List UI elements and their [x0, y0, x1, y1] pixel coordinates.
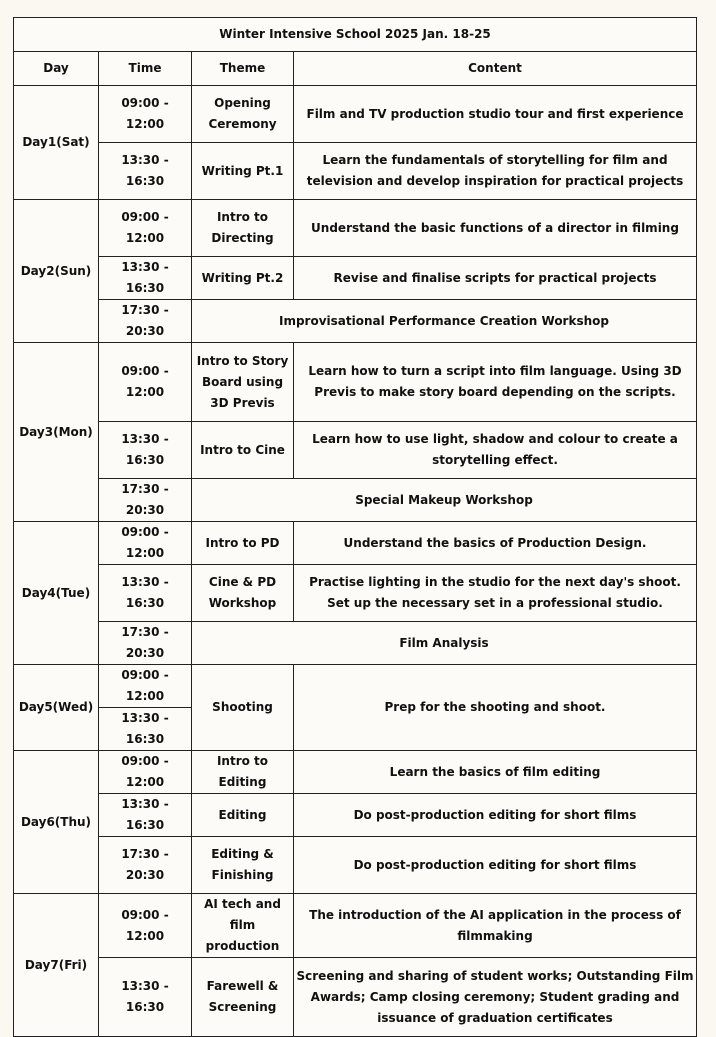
table-row — [14, 622, 697, 665]
table-row — [14, 794, 697, 837]
day-label: Day7(Fri) — [14, 894, 99, 1037]
time-cell: 17:30 - 20:30 — [99, 837, 192, 894]
theme-cell: Editing & Finishing — [192, 837, 294, 894]
content-cell: Prep for the shooting and shoot. — [294, 665, 697, 751]
content-cell: Learn the fundamentals of storytelling for film and television and develop inspiration for practical projects — [294, 143, 697, 200]
content-cell: Screening and sharing of student works; Outstanding Film Awards; Camp closing ceremony; Student grading and issuance of graduation certificates — [294, 958, 697, 1037]
header-content: Content — [294, 52, 697, 86]
time-cell: 13:30 - 16:30 — [99, 565, 192, 622]
content-cell: Learn the basics of film editing — [294, 751, 697, 794]
theme-cell: Writing Pt.1 — [192, 143, 294, 200]
day-label: Day2(Sun) — [14, 200, 99, 343]
theme-cell: AI tech and film production — [192, 894, 294, 958]
schedule-title: Winter Intensive School 2025 Jan. 18-25 — [14, 18, 697, 52]
day-label: Day6(Thu) — [14, 751, 99, 894]
theme-cell: Intro to PD — [192, 522, 294, 565]
theme-cell: Shooting — [192, 665, 294, 751]
time-cell: 13:30 - 16:30 — [99, 794, 192, 837]
time-cell: 13:30 - 16:30 — [99, 143, 192, 200]
table-row — [14, 343, 697, 422]
day-label: Day3(Mon) — [14, 343, 99, 522]
day-label: Day4(Tue) — [14, 522, 99, 665]
theme-cell: Cine & PD Workshop — [192, 565, 294, 622]
content-cell: Understand the basic functions of a director in filming — [294, 200, 697, 257]
table-row — [14, 522, 697, 565]
time-cell: 13:30 - 16:30 — [99, 422, 192, 479]
theme-cell: Intro to Story Board using 3D Previs — [192, 343, 294, 422]
content-cell: Learn how to use light, shadow and colour to create a storytelling effect. — [294, 422, 697, 479]
theme-cell: Opening Ceremony — [192, 86, 294, 143]
table-row — [14, 958, 697, 1037]
header-day: Day — [14, 52, 99, 86]
workshop-cell: Film Analysis — [192, 622, 697, 665]
theme-cell: Farewell & Screening — [192, 958, 294, 1037]
day-label: Day5(Wed) — [14, 665, 99, 751]
table-row — [14, 257, 697, 300]
content-cell: Practise lighting in the studio for the next day's shoot. Set up the necessary set in a professional studio. — [294, 565, 697, 622]
time-cell: 09:00 - 12:00 — [99, 343, 192, 422]
table-row — [14, 894, 697, 958]
content-cell: Do post-production editing for short films — [294, 837, 697, 894]
time-cell: 17:30 - 20:30 — [99, 622, 192, 665]
content-cell: Do post-production editing for short films — [294, 794, 697, 837]
content-cell: Film and TV production studio tour and first experience — [294, 86, 697, 143]
time-cell: 13:30 - 16:30 — [99, 958, 192, 1037]
content-cell: Understand the basics of Production Design. — [294, 522, 697, 565]
header-time: Time — [99, 52, 192, 86]
time-cell: 13:30 - 16:30 — [99, 708, 192, 751]
workshop-cell: Improvisational Performance Creation Workshop — [192, 300, 697, 343]
table-row — [14, 837, 697, 894]
content-cell: Learn how to turn a script into film language. Using 3D Previs to make story board depending on the scripts. — [294, 343, 697, 422]
time-cell: 17:30 - 20:30 — [99, 479, 192, 522]
table-row — [14, 86, 697, 143]
table-row — [14, 300, 697, 343]
theme-cell: Intro to Editing — [192, 751, 294, 794]
theme-cell: Editing — [192, 794, 294, 837]
time-cell: 09:00 - 12:00 — [99, 86, 192, 143]
table-row — [14, 565, 697, 622]
theme-cell: Writing Pt.2 — [192, 257, 294, 300]
title-row — [14, 18, 697, 52]
time-cell: 17:30 - 20:30 — [99, 300, 192, 343]
time-cell: 13:30 - 16:30 — [99, 257, 192, 300]
schedule-table — [13, 17, 697, 1037]
table-row — [14, 479, 697, 522]
theme-cell: Intro to Cine — [192, 422, 294, 479]
header-row — [14, 52, 697, 86]
header-theme: Theme — [192, 52, 294, 86]
time-cell: 09:00 - 12:00 — [99, 894, 192, 958]
table-row — [14, 422, 697, 479]
table-row — [14, 751, 697, 794]
time-cell: 09:00 - 12:00 — [99, 200, 192, 257]
time-cell: 09:00 - 12:00 — [99, 665, 192, 708]
workshop-cell: Special Makeup Workshop — [192, 479, 697, 522]
table-row — [14, 665, 697, 708]
table-row — [14, 143, 697, 200]
time-cell: 09:00 - 12:00 — [99, 522, 192, 565]
theme-cell: Intro to Directing — [192, 200, 294, 257]
table-row — [14, 200, 697, 257]
content-cell: Revise and finalise scripts for practical projects — [294, 257, 697, 300]
content-cell: The introduction of the AI application in the process of filmmaking — [294, 894, 697, 958]
day-label: Day1(Sat) — [14, 86, 99, 200]
time-cell: 09:00 - 12:00 — [99, 751, 192, 794]
